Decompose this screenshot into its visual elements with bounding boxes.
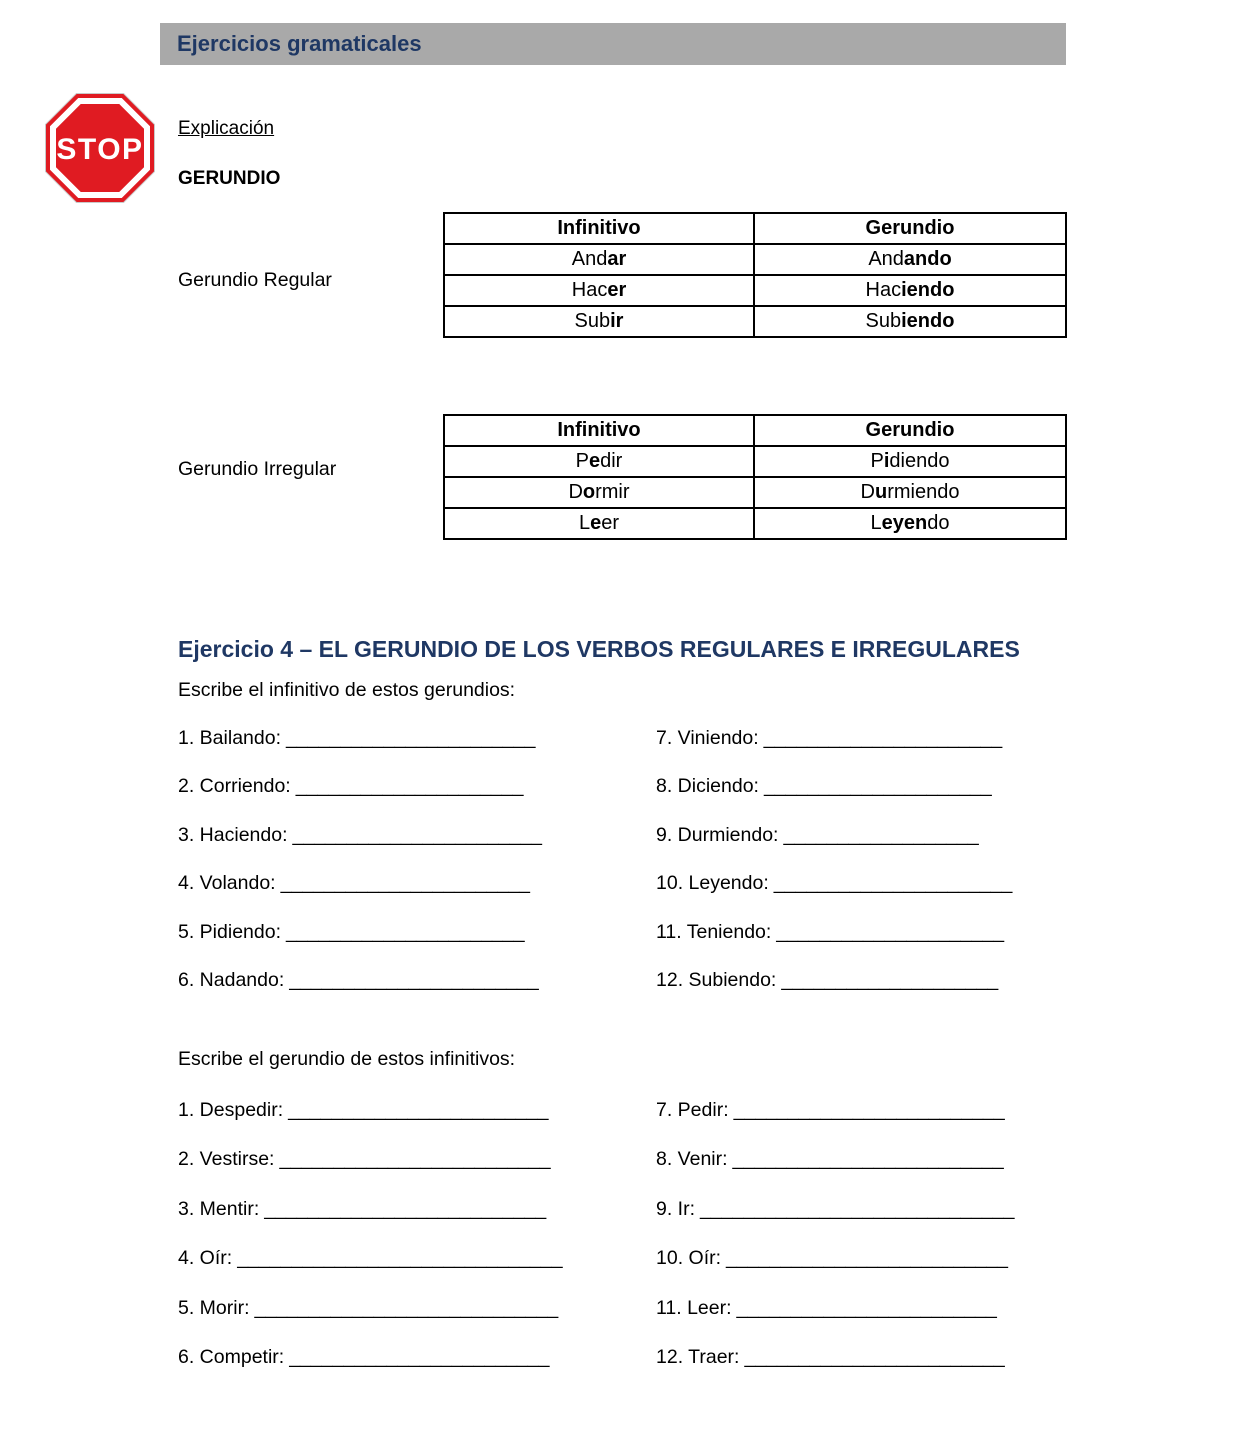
item-label: 3. Haciendo: <box>178 823 288 846</box>
exercise-item <box>178 727 542 775</box>
item-label: 7. Viniendo: <box>656 727 759 749</box>
answer-blank: ____________________ <box>781 968 999 991</box>
text-fragment: D <box>568 481 583 503</box>
item-label: 10. Leyendo: <box>656 872 769 895</box>
stop-sign-text: STOP <box>56 133 144 166</box>
text-fragment: P <box>575 450 589 472</box>
exercise-item <box>656 775 1012 823</box>
exercise-item <box>178 775 542 823</box>
text-fragment-bold: e <box>590 512 602 534</box>
page-title: Ejercicios gramaticales <box>177 31 422 56</box>
text-fragment: do <box>927 512 950 534</box>
item-label: 3. Mentir: <box>178 1197 260 1220</box>
column-header-gerundio: Gerundio <box>754 415 1066 446</box>
answer-blank: __________________________ <box>264 1197 547 1220</box>
exercise-item <box>178 824 542 872</box>
exercise-item <box>656 1198 1015 1247</box>
stop-sign-svg <box>43 91 157 205</box>
answer-blank: ________________________ <box>289 1345 550 1368</box>
text-fragment-bold: u <box>874 481 888 503</box>
answer-blank: _____________________________ <box>700 1197 1015 1220</box>
table-header-row <box>444 213 1066 244</box>
answer-blank: ____________________________ <box>254 1296 559 1319</box>
text-fragment: L <box>578 512 591 534</box>
item-label: 7. Pedir: <box>656 1099 729 1121</box>
item-label: 5. Pidiendo: <box>178 920 281 943</box>
exercise-item <box>178 921 542 969</box>
text-fragment: P <box>870 450 884 472</box>
exercise-item <box>656 824 1012 872</box>
verb-cell <box>754 508 1066 539</box>
answer-blank: __________________ <box>783 823 979 846</box>
text-fragment: And <box>571 248 608 270</box>
answer-blank: _____________________ <box>763 775 992 798</box>
exercise-item <box>656 872 1012 920</box>
text-fragment: rmiendo <box>887 481 960 503</box>
verb-cell <box>444 244 754 275</box>
item-label: 11. Leer: <box>656 1296 732 1319</box>
answer-blank: ______________________ <box>286 920 525 943</box>
verb-cell <box>754 306 1066 337</box>
table-row <box>444 446 1066 477</box>
exercise-item <box>656 1297 1015 1346</box>
exercise-item <box>656 1346 1015 1395</box>
text-fragment-bold: o <box>582 481 596 503</box>
exercise-title: Ejercicio 4 – EL GERUNDIO DE LOS VERBOS REGULARES E IRREGULARES <box>178 636 1020 662</box>
text-fragment-bold: er <box>607 279 627 301</box>
item-label: 10. Oír: <box>656 1247 722 1270</box>
text-fragment-bold: ar <box>607 248 627 270</box>
exercise-item <box>178 969 542 1017</box>
table-row <box>444 275 1066 306</box>
table-row <box>444 508 1066 539</box>
answer-blank: ______________________ <box>773 872 1013 895</box>
part2-right-column <box>656 1099 1015 1395</box>
answer-blank: __________________________ <box>726 1247 1009 1270</box>
gerundio-heading: GERUNDIO <box>178 168 281 189</box>
text-fragment-bold: iendo <box>901 310 955 332</box>
verb-cell <box>754 275 1066 306</box>
item-label: 6. Competir: <box>178 1345 285 1368</box>
exercise-item <box>178 1099 563 1148</box>
part2-instruction: Escribe el gerundio de estos infinitivos: <box>178 1048 516 1070</box>
verb-cell <box>444 446 754 477</box>
answer-blank: _____________________ <box>295 775 524 798</box>
exercise-item <box>656 1247 1015 1296</box>
item-label: 4. Volando: <box>178 872 276 895</box>
answer-blank: _______________________ <box>280 872 531 895</box>
item-label: 8. Venir: <box>656 1148 728 1171</box>
answer-blank: _______________________ <box>292 823 542 846</box>
exercise-item <box>178 1297 563 1346</box>
item-label: 9. Ir: <box>656 1197 696 1220</box>
column-header-gerundio: Gerundio <box>754 213 1066 244</box>
exercise-item <box>178 1148 563 1197</box>
answer-blank: ________________________ <box>744 1345 1005 1368</box>
exercise-item <box>178 1198 563 1247</box>
answer-blank: _________________________ <box>279 1148 551 1171</box>
text-fragment-bold: ando <box>903 248 952 270</box>
answer-blank: _________________________ <box>733 1099 1005 1121</box>
answer-blank: _____________________ <box>776 920 1005 943</box>
table-row <box>444 244 1066 275</box>
item-label: 2. Corriendo: <box>178 775 291 798</box>
text-fragment-bold: ir <box>610 310 624 332</box>
item-label: 9. Durmiendo: <box>656 823 779 846</box>
exercise-item <box>656 969 1012 1017</box>
text-fragment: dir <box>600 450 623 472</box>
part1-instruction: Escribe el infinitivo de estos gerundios: <box>178 679 516 701</box>
text-fragment: D <box>860 481 875 503</box>
table-header-row <box>444 415 1066 446</box>
item-label: 12. Subiendo: <box>656 968 777 991</box>
text-fragment: diendo <box>889 450 950 472</box>
verb-cell <box>444 275 754 306</box>
exercise-item <box>178 872 542 920</box>
text-fragment: Hac <box>865 279 902 301</box>
text-fragment-bold: eyen <box>881 512 928 534</box>
answer-blank: ______________________________ <box>237 1247 563 1270</box>
text-fragment-bold: iendo <box>901 279 955 301</box>
answer-blank: ________________________ <box>288 1099 549 1121</box>
gerundio-regular-table <box>443 212 1067 338</box>
gerundio-irregular-table <box>443 414 1067 540</box>
verb-cell <box>754 446 1066 477</box>
table-row <box>444 306 1066 337</box>
verb-cell <box>754 477 1066 508</box>
item-label: 4. Oír: <box>178 1247 233 1270</box>
text-fragment: Sub <box>865 310 902 332</box>
item-label: 5. Morir: <box>178 1296 250 1319</box>
item-label: 11. Teniendo: <box>656 920 772 943</box>
text-fragment: er <box>601 512 620 534</box>
gerundio-regular-label: Gerundio Regular <box>178 269 332 291</box>
table-row <box>444 477 1066 508</box>
item-label: 8. Diciendo: <box>656 775 759 798</box>
header-bar <box>160 23 1066 65</box>
verb-cell <box>444 477 754 508</box>
item-label: 1. Despedir: <box>178 1099 284 1121</box>
text-fragment: And <box>868 248 904 270</box>
exercise-item <box>656 921 1012 969</box>
part2-left-column <box>178 1099 563 1395</box>
answer-blank: _______________________ <box>289 968 539 991</box>
verb-cell <box>444 508 754 539</box>
verb-cell <box>754 244 1066 275</box>
item-label: 2. Vestirse: <box>178 1148 275 1171</box>
column-header-infinitivo: Infinitivo <box>444 213 754 244</box>
text-fragment-bold: e <box>588 450 601 472</box>
exercise-item <box>656 1099 1015 1148</box>
exercise-item <box>178 1346 563 1395</box>
exercise-item <box>656 727 1012 775</box>
explicacion-link: Explicación <box>178 118 275 139</box>
text-fragment-bold: i <box>883 450 890 472</box>
text-fragment: Sub <box>574 310 611 332</box>
answer-blank: ______________________ <box>763 727 1003 749</box>
gerundio-irregular-label: Gerundio Irregular <box>178 458 337 480</box>
answer-blank: _________________________ <box>732 1148 1004 1171</box>
exercise-item <box>656 1148 1015 1197</box>
answer-blank: _______________________ <box>286 727 536 749</box>
exercise-item <box>178 1247 563 1296</box>
text-fragment: L <box>870 512 882 534</box>
part1-left-column <box>178 727 542 1017</box>
column-header-infinitivo: Infinitivo <box>444 415 754 446</box>
text-fragment: Hac <box>571 279 608 301</box>
part1-right-column <box>656 727 1012 1017</box>
item-label: 1. Bailando: <box>178 727 281 749</box>
stop-sign-icon <box>43 91 157 205</box>
text-fragment: rmir <box>595 481 630 503</box>
answer-blank: ________________________ <box>736 1296 997 1319</box>
item-label: 6. Nadando: <box>178 968 285 991</box>
item-label: 12. Traer: <box>656 1345 740 1368</box>
verb-cell <box>444 306 754 337</box>
